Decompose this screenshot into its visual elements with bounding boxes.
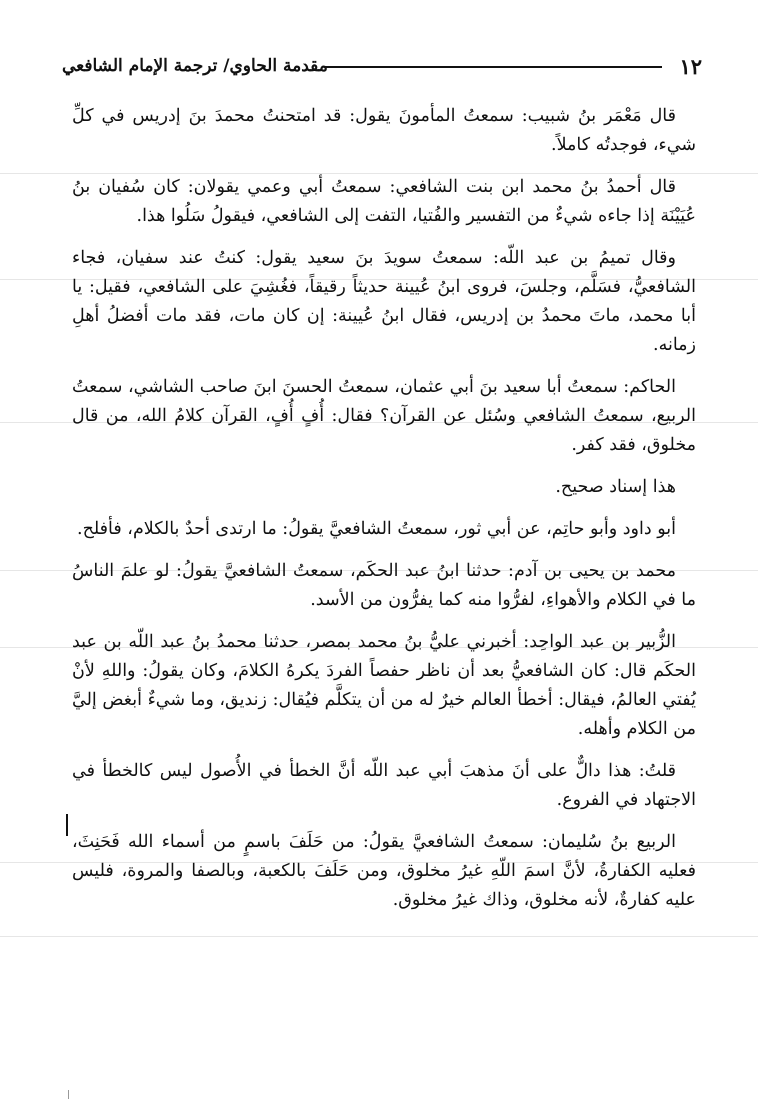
running-header (62, 52, 702, 86)
running-title: مقدمة الحاوي/ ترجمة الإمام الشافعي (62, 56, 328, 76)
page-edge-mark (68, 1090, 69, 1099)
page-number: ١٢ (679, 54, 702, 79)
margin-mark (66, 814, 68, 836)
paragraph-separator (0, 936, 758, 937)
paragraph-commentary: قلتُ: هذا دالٌّ على أنَ مذهبَ أبي عبد اللّه أنَّ الخطأ في الأُصول ليس كالخطأ في الاجتهاد في الفروع. (72, 761, 696, 810)
paragraph-isnad: هذا إسناد صحيح. (555, 477, 676, 497)
body-text (72, 102, 696, 928)
header-rule (324, 66, 662, 68)
paragraph-ibn-uyaynah: قال أحمدُ بنُ محمد ابن بنت الشافعي: سمعتُ أبي وعمي يقولان: كان سُفيان بنُ عُيَيْنَة إذا جاءه شيءٌ من التفسير والفُتيا، التفت إلى الشافعي، فيقولُ سَلُوا هذا. (72, 177, 696, 226)
paragraph-rabi: الربيع بنُ سُليمان: سمعتُ الشافعيَّ يقولُ: من حَلَفَ باسمٍ من أسماء الله فَحَنِثَ، فعليه الكفارةُ، لأنَّ اسمَ اللّهِ غيرُ مخلوق، ومن حَلَفَ بالكعبة، وبالصفا والمروة، فليس عليه كفارةٌ، لأنه مخلوق، وذاك غيرُ مخلوق. (72, 832, 696, 910)
paragraph-mamun: قال مَعْمَر بنُ شبيب: سمعتُ المأمونَ يقول: قد امتحنتُ محمدَ بنَ إدريس في كلِّ شيء، فوجدتُه كاملاً. (72, 106, 696, 155)
paragraph-tamim: وقال تميمُ بن عبد اللّه: سمعتُ سويدَ بنَ سعيد يقول: كنتُ عند سفيان، فجاء الشافعيُّ، فسَلَّم، وجلسَ، فروى ابنُ عُيينة حديثاً رقيقاً، فغُشِيَ على الشافعي، فقيل: يا أبا محمد، ماتَ محمدُ بن إدريس، فقال ابنُ عُيينة: إن كان مات، فقد مات أفضلُ أهلِ زمانه. (72, 248, 696, 355)
paragraph-abu-dawud: أبو داود وأبو حاتِم، عن أبي ثور، سمعتُ الشافعيَّ يقولُ: ما ارتدى أحدٌ بالكلام، فأفلح. (77, 519, 676, 539)
paragraph-zubayr: الزُّبير بن عبد الواحِد: أخبرني عليُّ بنُ محمد بمصر، حدثنا محمدُ بنُ عبد اللّه بن عبد الحكَم قال: كان الشافعيُّ بعد أن ناظر حفصاً الفردَ يكرهُ الكلامَ، وكان يقولُ: واللهِ لأنْ يُفتي العالمُ، فيقال: أخطأ العالم خيرٌ له من أن يتكلَّم فيُقال: زنديق، وما شيءٌ أبغض إليَّ من الكلام وأهله. (72, 632, 696, 739)
paragraph-hakim: الحاكم: سمعتُ أبا سعيد بنَ أبي عثمان، سمعتُ الحسنَ ابنَ صاحب الشاشي، سمعتُ الربيع، سمعتُ الشافعي وسُئل عن القرآن؟ فقال: أُفٍ أُفٍ، القرآن كلامُ الله، من قال مخلوق، فقد كفر. (72, 377, 696, 455)
paragraph-yahya: محمد بن يحيى بن آدم: حدثنا ابنُ عبد الحكَم، سمعتُ الشافعيَّ يقولُ: لو علمَ الناسُ ما في الكلام والأهواءِ، لفرُّوا منه كما يفرُّون من الأسد. (72, 561, 696, 610)
